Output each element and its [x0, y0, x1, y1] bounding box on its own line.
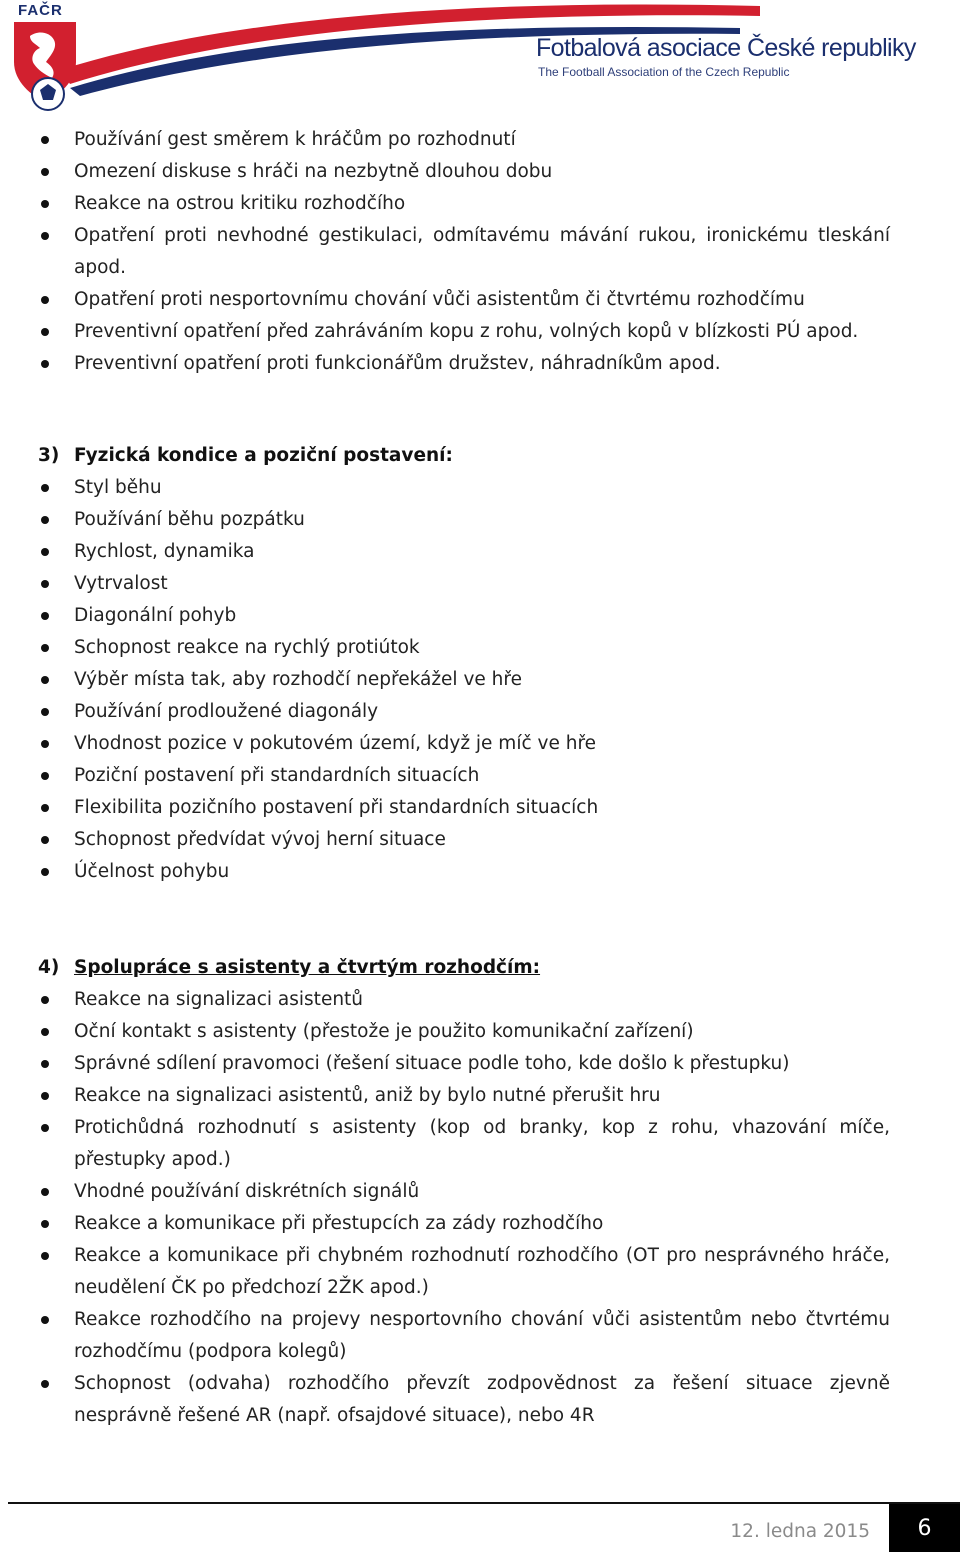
list-item [38, 1016, 890, 1048]
list-item-text: Omezení diskuse s hráči na nezbytně dlouhou dobu [74, 161, 553, 182]
bullet-icon [41, 1380, 49, 1388]
bullet-icon [41, 612, 49, 620]
list-item [38, 1176, 890, 1208]
list-item [38, 696, 890, 728]
page-header [0, 0, 960, 118]
bullet-icon [41, 644, 49, 652]
list-item [38, 1368, 890, 1432]
list-item [38, 728, 890, 760]
footer-date: 12. ledna 2015 [730, 1521, 870, 1542]
list-item [38, 984, 890, 1016]
list-item-text: Reakce a komunikace při přestupcích za zády rozhodčího [74, 1213, 604, 1234]
bullet-icon [41, 868, 49, 876]
list-item [38, 220, 890, 284]
bullet-icon [41, 168, 49, 176]
list-item-text: Reakce na signalizaci asistentů, aniž by bylo nutné přerušit hru [74, 1085, 661, 1106]
section-number: 4) [38, 957, 60, 978]
bullet-icon [41, 296, 49, 304]
bullet-icon [41, 1060, 49, 1068]
section-heading [38, 952, 890, 984]
list-item-text: Protichůdná rozhodnutí s asistenty (kop od branky, kop z rohu, vhazování míče, přestupky apod.) [74, 1117, 890, 1170]
list-item [38, 1208, 890, 1240]
list-item-text: Reakce a komunikace při chybném rozhodnutí rozhodčího (OT pro nesprávného hráče, neudělení ČK po předchozí 2ŽK apod.) [74, 1245, 890, 1298]
list-item-text: Styl běhu [74, 477, 162, 498]
list-item [38, 1240, 890, 1304]
section3-list [38, 472, 890, 888]
organization-name: Fotbalová asociace České republiky [536, 34, 916, 62]
organization-subtitle: The Football Association of the Czech Republic [538, 65, 790, 79]
list-item-text: Opatření proti nesportovnímu chování vůči asistentům či čtvrtému rozhodčímu [74, 289, 805, 310]
bullet-icon [41, 580, 49, 588]
list-item [38, 568, 890, 600]
list-item [38, 348, 890, 380]
list-item [38, 316, 890, 348]
bullet-icon [41, 676, 49, 684]
document-body [38, 124, 890, 1432]
list-item-text: Vhodné používání diskrétních signálů [74, 1181, 420, 1202]
list-item [38, 284, 890, 316]
list-item-text: Schopnost (odvaha) rozhodčího převzít zodpovědnost za řešení situace zjevně nesprávně řešené AR (např. ofsajdové situace), nebo 4R [74, 1373, 890, 1426]
bullet-icon [41, 1220, 49, 1228]
list-item-text: Oční kontakt s asistenty (přestože je použito komunikační zařízení) [74, 1021, 694, 1042]
list-item [38, 156, 890, 188]
bullet-icon [41, 360, 49, 368]
bullet-icon [41, 484, 49, 492]
section-physical-fitness [38, 440, 890, 888]
list-item [38, 856, 890, 888]
list-item [38, 824, 890, 856]
bullet-icon [41, 1316, 49, 1324]
bullet-icon [41, 804, 49, 812]
list-item [38, 760, 890, 792]
list-item [38, 600, 890, 632]
bullet-icon [41, 548, 49, 556]
facr-logo-icon [14, 22, 76, 110]
section-title: Fyzická kondice a poziční postavení: [74, 445, 453, 466]
list-item [38, 1112, 890, 1176]
list-item-text: Preventivní opatření proti funkcionářům družstev, náhradníkům apod. [74, 353, 721, 374]
list-item-text: Vytrvalost [74, 573, 168, 594]
list-item [38, 124, 890, 156]
list-item [38, 536, 890, 568]
list-item-text: Účelnost pohybu [74, 861, 230, 882]
list-item [38, 1048, 890, 1080]
section-number: 3) [38, 445, 60, 466]
list-item-text: Reakce rozhodčího na projevy nesportovního chování vůči asistentům nebo čtvrtému rozhodčímu (podpora kolegů) [74, 1309, 890, 1362]
intro-list [38, 124, 890, 380]
bullet-icon [41, 1188, 49, 1196]
list-item-text: Preventivní opatření před zahráváním kopu z rohu, volných kopů v blízkosti PÚ apod. [74, 321, 859, 342]
list-item-text: Schopnost předvídat vývoj herní situace [74, 829, 446, 850]
list-item-text: Reakce na ostrou kritiku rozhodčího [74, 193, 406, 214]
page-number: 6 [889, 1504, 960, 1552]
bullet-icon [41, 708, 49, 716]
list-item [38, 1080, 890, 1112]
list-item [38, 504, 890, 536]
bullet-icon [41, 328, 49, 336]
list-item-text: Poziční postavení při standardních situacích [74, 765, 480, 786]
list-item-text: Výběr místa tak, aby rozhodčí nepřekážel ve hře [74, 669, 522, 690]
section-title: Spolupráce s asistenty a čtvrtým rozhodčím: [74, 957, 541, 978]
bullet-icon [41, 772, 49, 780]
list-item-text: Používání běhu pozpátku [74, 509, 305, 530]
section-heading [38, 440, 890, 472]
list-item [38, 1304, 890, 1368]
list-item-text: Diagonální pohyb [74, 605, 237, 626]
list-item-text: Schopnost reakce na rychlý protiútok [74, 637, 420, 658]
list-item-text: Používání prodloužené diagonály [74, 701, 379, 722]
list-item-text: Rychlost, dynamika [74, 541, 255, 562]
bullet-icon [41, 1252, 49, 1260]
list-item-text: Flexibilita pozičního postavení při standardních situacích [74, 797, 599, 818]
logo-abbreviation: FAČR [18, 2, 63, 19]
list-item [38, 188, 890, 220]
section-cooperation-with-assistants [38, 952, 890, 1432]
list-item [38, 792, 890, 824]
bullet-icon [41, 136, 49, 144]
list-item-text: Opatření proti nevhodné gestikulaci, odmítavému mávání rukou, ironickému tleskání apod. [74, 225, 890, 278]
bullet-icon [41, 232, 49, 240]
list-item-text: Správné sdílení pravomoci (řešení situace podle toho, kde došlo k přestupku) [74, 1053, 790, 1074]
bullet-icon [41, 516, 49, 524]
bullet-icon [41, 1028, 49, 1036]
section4-list [38, 984, 890, 1432]
list-item [38, 472, 890, 504]
bullet-icon [41, 836, 49, 844]
bullet-icon [41, 996, 49, 1004]
list-item [38, 632, 890, 664]
list-item [38, 664, 890, 696]
footer-divider [8, 1502, 960, 1504]
list-item-text: Používání gest směrem k hráčům po rozhodnutí [74, 129, 516, 150]
list-item-text: Reakce na signalizaci asistentů [74, 989, 364, 1010]
bullet-icon [41, 1092, 49, 1100]
bullet-icon [41, 740, 49, 748]
bullet-icon [41, 200, 49, 208]
list-item-text: Vhodnost pozice v pokutovém území, když je míč ve hře [74, 733, 597, 754]
bullet-icon [41, 1124, 49, 1132]
